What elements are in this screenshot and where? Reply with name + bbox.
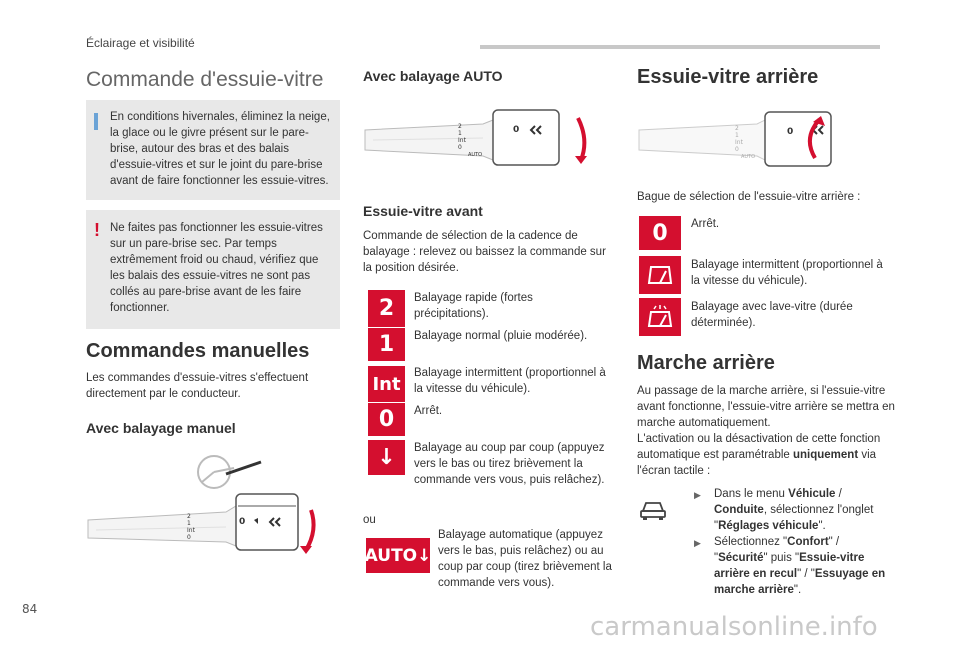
rear-washer-icon [646, 304, 674, 330]
item-auto-text: Balayage automatique (appuyez vers le bas, puis relâchez) ou au coup par coup (tirez brièvement la commande vers vous). [438, 529, 612, 589]
badge-speed-1: 1 [368, 328, 405, 361]
badge-single-wipe: ↓ [368, 440, 405, 475]
badge-auto: AUTO↓ [366, 538, 430, 573]
auto-ring-label: 0 [513, 125, 520, 135]
stalk-pos-int: Int [187, 527, 195, 534]
page-number: 84 [22, 602, 38, 616]
step2-h: Essuyage en marche arrière [714, 568, 886, 596]
rear-stalk-auto: AUTO [741, 154, 756, 160]
badge-speed-2: 2 [368, 290, 405, 327]
auto-stalk-pos-0: 0 [458, 144, 462, 151]
step2-g: " / " [797, 568, 815, 580]
front-heading: Essuie-vitre avant [363, 203, 483, 219]
item-stop-text: Arrêt. [414, 405, 443, 417]
info-icon [94, 113, 98, 130]
rear-stalk-pos-1: 1 [735, 132, 739, 139]
rear-stalk-pos-int: Int [735, 139, 743, 146]
info-text: En conditions hivernales, éliminez la neige, la glace ou le givre présent sur le pare-brise, autour des bras et des balais d'essuie-vitres et sur le joint du pare-brise avant de faire fonctionner les essuie-vitres. [110, 111, 330, 187]
item-int-text: Balayage intermittent (proportionnel à la vitesse du véhicule). [414, 367, 606, 395]
badge-int: Int [368, 366, 405, 402]
reverse-heading: Marche arrière [637, 352, 775, 374]
rear-stop-text: Arrêt. [691, 218, 720, 230]
auto-stalk-pos-1: 1 [458, 130, 462, 137]
step1-c: / [835, 488, 842, 500]
item-single-wipe-text: Balayage au coup par coup (appuyez vers le bas ou tirez brièvement la commande vers vous, puis relâchez). [414, 442, 605, 486]
warning-box [86, 210, 340, 329]
warning-text: Ne faites pas fonctionner les essuie-vitres sur un pare-brise sec. Par temps extrêmement froid ou chaud, vérifiez que les balais des essuie-vitres ne sont pas collés au pare-brise avant de les faire fonctionner. [110, 222, 323, 314]
auto-stalk-pos-int: Int [458, 137, 466, 144]
step1-text [714, 486, 889, 534]
item-speed-1-text: Balayage normal (pluie modérée). [414, 330, 588, 342]
rear-intermittent-text: Balayage intermittent (proportionnel à la vitesse du véhicule). [691, 259, 883, 287]
front-text: Commande de sélection de la cadence de balayage : relevez ou baissez la commande sur la position désirée. [363, 230, 606, 274]
rear-stalk-pos-2: 2 [735, 125, 739, 132]
rear-wiper-icon [646, 263, 674, 287]
reverse-text: Au passage de la marche arrière, si l'essuie-vitre avant fonctionne, l'essuie-vitre arrière se mettra en marche automatiquement. [637, 385, 895, 429]
rear-stalk-illustration [637, 108, 877, 173]
step1-g: ". [818, 520, 826, 532]
auto-stalk-auto: AUTO [468, 152, 483, 158]
step1-a: Dans le menu [714, 488, 789, 500]
auto-stalk-pos-2: 2 [458, 123, 462, 130]
step2-a: Sélectionnez " [714, 536, 788, 548]
step1-bullet-icon: ▶ [694, 490, 701, 500]
ring-label: 0 [239, 517, 246, 527]
rear-washer-text: Balayage avec lave-vitre (durée déterminée). [691, 301, 853, 329]
step2-bullet-icon: ▶ [694, 538, 701, 548]
page-title: Commande d'essuie-vitre [86, 68, 324, 91]
rear-intro: Bague de sélection de l'essuie-vitre arrière : [637, 191, 861, 203]
reverse-text2 [637, 431, 897, 479]
rear-ring-label: 0 [787, 127, 794, 137]
manual-stalk-illustration [86, 450, 336, 560]
step2-e: " puis " [763, 552, 800, 564]
manual-heading: Commandes manuelles [86, 340, 310, 362]
stalk-pos-1: 1 [187, 520, 191, 527]
step2-text [714, 534, 889, 598]
step2-b: Confort [787, 536, 829, 548]
rear-stalk-pos-0: 0 [735, 146, 739, 153]
header-bar [480, 45, 880, 49]
car-icon [639, 497, 667, 521]
step2-c: " / " [714, 536, 840, 564]
badge-stop: 0 [368, 403, 405, 436]
reverse-text2-b: uniquement [792, 449, 859, 461]
section-header: Éclairage et visibilité [86, 36, 195, 50]
reverse-text2-c: via l'écran tactile : [637, 449, 877, 477]
step2-i: ". [793, 584, 802, 596]
rear-heading: Essuie-vitre arrière [637, 66, 819, 88]
step1-f: Réglages véhicule [718, 520, 819, 532]
stalk-pos-2: 2 [187, 513, 191, 520]
step2-d: Sécurité [718, 552, 764, 564]
badge-rear-washer [639, 298, 681, 336]
watermark[interactable]: carmanualsonline.info [590, 612, 878, 642]
auto-stalk-illustration [363, 100, 603, 175]
badge-rear-intermittent [639, 256, 681, 294]
item-speed-2-text: Balayage rapide (fortes précipitations). [414, 292, 533, 320]
manual-subheading: Avec balayage manuel [86, 420, 236, 436]
stalk-pos-0: 0 [187, 534, 191, 541]
step2-f: Essuie-vitre arrière en recul [714, 552, 865, 580]
step1-e: , sélectionnez l'onglet " [714, 504, 874, 532]
warning-icon: ! [94, 220, 100, 240]
step1-b: Véhicule [788, 488, 836, 500]
or-text: ou [363, 514, 376, 526]
auto-heading: Avec balayage AUTO [363, 68, 503, 84]
info-box [86, 100, 340, 200]
reverse-text2-a: L'activation ou la désactivation de cette fonction automatique est paramétrable [637, 433, 881, 461]
badge-rear-stop: 0 [639, 216, 681, 250]
manual-text: Les commandes d'essuie-vitres s'effectuent directement par le conducteur. [86, 372, 309, 400]
step1-d: Conduite [714, 504, 764, 516]
